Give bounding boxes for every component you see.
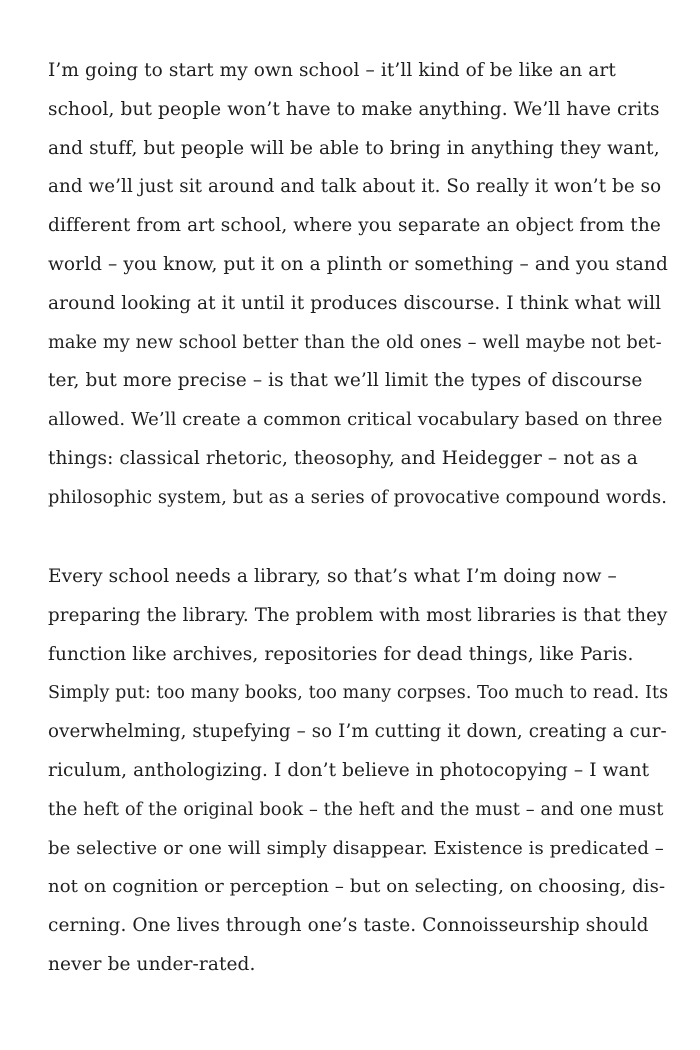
text-line: make my new school better than the old ones – well maybe not bet-	[48, 332, 662, 353]
text-line: function like archives, repositories for dead things, like Paris.	[48, 643, 634, 665]
text-line: things: classical rhetoric, theosophy, and Heidegger – not as a	[48, 447, 638, 469]
text-line: allowed. We’ll create a common critical vocabulary based on three	[48, 409, 663, 431]
text-line: riculum, anthologizing. I don’t believe in photocopying – I want	[48, 759, 650, 781]
text-line: preparing the library. The problem with most libraries is that they	[48, 604, 668, 626]
text-line: and stuff, but people will be able to bring in anything they want,	[48, 137, 660, 159]
text-line: I’m going to start my own school – it’ll kind of be like an art	[48, 60, 616, 81]
text-line: and we’ll just sit around and talk about it. So really it won’t be so	[48, 176, 662, 198]
text-line: around looking at it until it produces discourse. I think what will	[48, 292, 662, 314]
text-line: overwhelming, stupefying – so I’m cutting it down, creating a cur-	[48, 721, 667, 743]
paragraph-library	[48, 558, 668, 985]
text-line: be selective or one will simply disappear. Existence is predicated –	[48, 837, 664, 859]
text-line: never be under-rated.	[48, 953, 256, 975]
text-line: the heft of the original book – the heft and the must – and one must	[48, 799, 664, 820]
text-line: school, but people won’t have to make anything. We’ll have crits	[48, 98, 660, 120]
text-line: philosophic system, but as a series of provocative compound words.	[48, 487, 667, 508]
text-line: ter, but more precise – is that we’ll limit the types of discourse	[48, 370, 643, 392]
text-line: different from art school, where you separate an object from the	[48, 215, 661, 237]
paragraph-school	[48, 52, 668, 518]
text-line: Every school needs a library, so that’s what I’m doing now –	[48, 566, 617, 587]
text-line: not on cognition or perception – but on selecting, on choosing, dis-	[48, 876, 666, 898]
text-line: cerning. One lives through one’s taste. Connoisseurship should	[48, 915, 649, 937]
text-line: Simply put: too many books, too many corpses. Too much to read. Its	[48, 683, 669, 704]
text-line: world – you know, put it on a plinth or something – and you stand	[48, 253, 668, 275]
